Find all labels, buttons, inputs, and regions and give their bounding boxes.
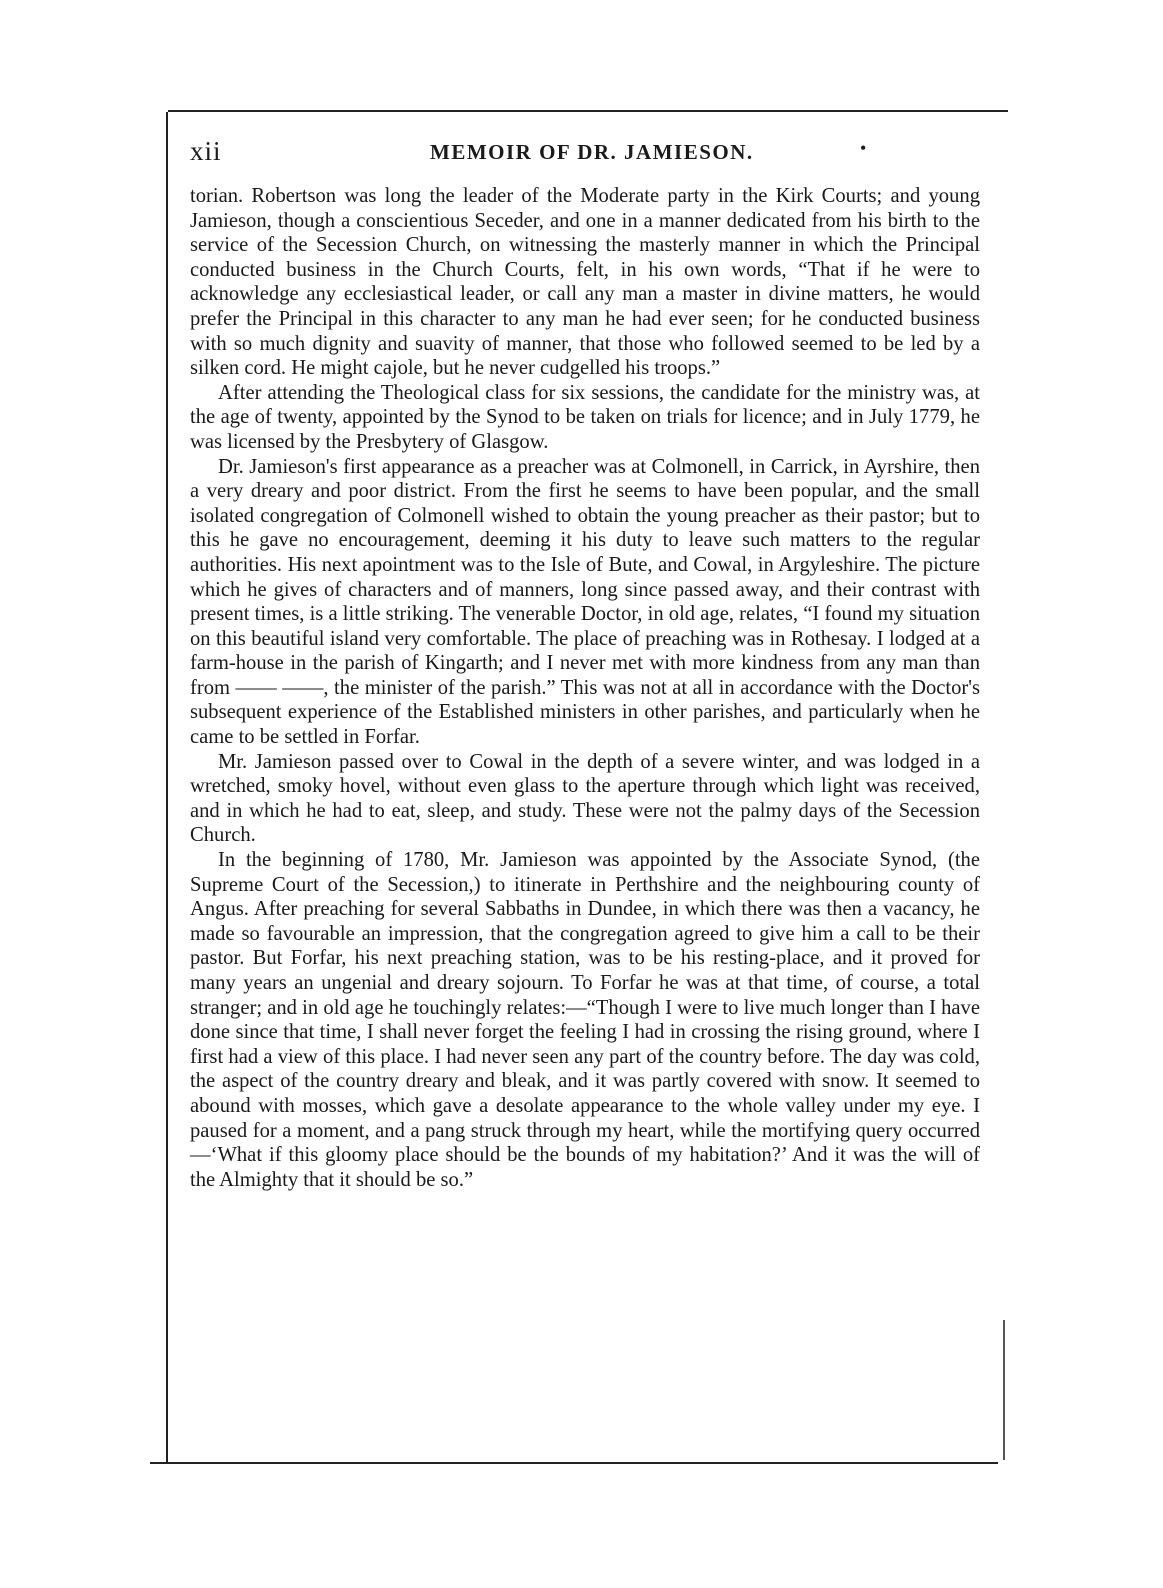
- page-header: [190, 136, 980, 172]
- paragraph-3: Dr. Jamieson's first appearance as a preacher was at Colmonell, in Carrick, in Ayrshire, then a very dreary and poor district. From the first he seems to have been popular, and the small isolated congregation of Colmonell wished to obtain the young preacher as their pastor; but to this he gave no encouragement, deeming it his duty to leave such matters to the regular authorities. His next apointment was to the Isle of Bute, and Cowal, in Argyleshire. The picture which he gives of characters and of manners, long since passed away, and their contrast with present times, is a little striking. The venerable Doctor, in old age, relates, “I found my situation on this beautiful island very comfortable. The place of preaching was in Rothesay. I lodged at a farm-house in the parish of Kingarth; and I never met with more kindness from any man than from —— ——, the minister of the parish.” This was not at all in accordance with the Doctor's subsequent experience of the Established ministers in other parishes, and particularly when he came to be settled in Forfar.: [190, 455, 980, 749]
- top-rule: [168, 110, 1008, 112]
- running-title: MEMOIR OF DR. JAMIESON.: [430, 140, 754, 164]
- right-edge-rule: [1003, 1320, 1005, 1460]
- paragraph-1: torian. Robertson was long the leader of the Moderate party in the Kirk Courts; and young Jamieson, though a conscientious Seceder, and one in a manner dedicated from his birth to the service of the Secession Church, on witnessing the masterly manner in which the Principal conducted business in the Church Courts, felt, in his own words, “That if he were to acknowledge any ecclesiastical leader, or call any man a master in divine matters, he would prefer the Principal in this character to any man he had ever seen; for he conducted business with so much dignity and suavity of manner, that those who followed seemed to be led by a silken cord. He might cajole, but he never cudgelled his troops.”: [190, 185, 980, 380]
- page-number: xii: [190, 136, 222, 166]
- printer-mark: •: [860, 138, 867, 158]
- paragraph-5: In the beginning of 1780, Mr. Jamieson was appointed by the Associate Synod, (the Supreme Court of the Secession,) to itinerate in Perthshire and the neighbouring county of Angus. After preaching for several Sabbaths in Dundee, in which there was then a vacancy, he made so favourable an impression, that the congregation agreed to give him a call to be their pastor. But Forfar, his next preaching station, was to be his resting-place, and it proved for many years an ungenial and dreary sojourn. To Forfar he was at that time, of course, a total stranger; and in old age he touchingly relates:—“Though I were to live much longer than I have done since that time, I shall never forget the feeling I had in crossing the rising ground, where I first had a view of this place. I had never seen any part of the country before. The day was cold, the aspect of the country dreary and bleak, and it was partly covered with snow. It seemed to abound with mosses, which gave a desolate appearance to the whole valley under my eye. I paused for a moment, and a pang struck through my heart, while the mortifying query occurred—‘What if this gloomy place should be the bounds of my habitation?’ And it was the will of the Almighty that it should be so.”: [190, 849, 980, 1191]
- bottom-rule: [150, 1462, 998, 1464]
- paragraph-4: Mr. Jamieson passed over to Cowal in the depth of a severe winter, and was lodged in a wretched, smoky hovel, without even glass to the aperture through which light was received, and in which he had to eat, sleep, and study. These were not the palmy days of the Secession Church.: [190, 750, 980, 847]
- paragraph-2: After attending the Theological class for six sessions, the candidate for the ministry was, at the age of twenty, appointed by the Synod to be taken on trials for licence; and in July 1779, he was licensed by the Presbytery of Glasgow.: [190, 381, 980, 453]
- left-margin-rule: [166, 112, 168, 1462]
- body-text: [190, 184, 980, 1192]
